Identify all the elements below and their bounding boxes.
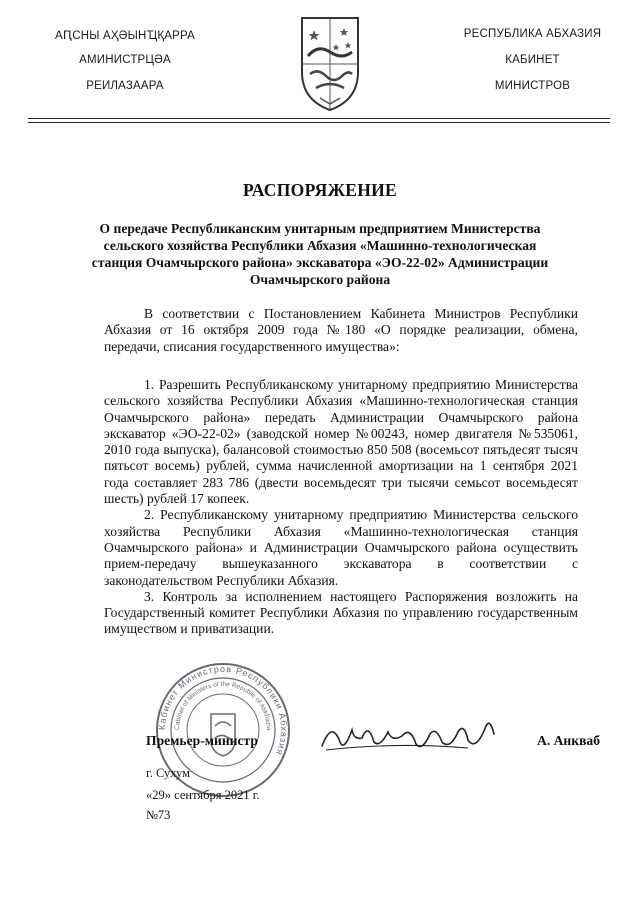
letterhead (0, 0, 640, 125)
coat-of-arms-icon (298, 14, 362, 114)
letterhead-left-line-3: РЕИЛАЗААРА (86, 80, 164, 92)
document-points (104, 377, 578, 638)
document-subject: О передаче Республиканским унитарным предприятием Министерства сельского хозяйства Республики Абхазия «Машинно-технологическая станция Очамчырского района» экскаватора «ЭО-22-02» Администрации Очамчырского района (91, 221, 549, 287)
document-preamble (104, 306, 578, 355)
signatory-name: А. Анкваб (537, 733, 601, 748)
signatory-position: Премьер-министр (146, 733, 258, 748)
point-3: 3. Контроль за исполнением настоящего Распоряжения возложить на Государственный комитет Республики Абхазия по управлению государственным имуществом и приватизации. (104, 588, 578, 637)
letterhead-right-line-3: МИНИСТРОВ (494, 80, 571, 92)
preamble-text: В соответствии с Постановлением Кабинета Министров Республики Абхазия от 16 октября 2009 года №180 «О порядке реализации, обмена, передачи, списания государственного имущества»: (104, 306, 578, 354)
point-1: 1. Разрешить Республиканскому унитарному предприятию Министерства сельского хозяйства Республики Абхазия «Машинно-технологическая станция Очамчырского района» передать Администрации Очамчырского района экскаватор «ЭО-22-02» (заводской номер №00243, номер двигателя №535061, 2010 года выпуска), балансовой стоимостью 850 508 (восемьсот пятьдесят тысяч пятьсот восемь) рублей, сумма начисленной амортизации на 1 сентября 2021 года составляет 283 786 (двести восемьдесят три тысячи семьсот восемьдесят шесть) рублей 17 копеек. (104, 377, 578, 507)
letterhead-left-line-1: АԤСНЫ АҲӘЫНҴҚАРРА (55, 30, 195, 42)
header-divider (28, 118, 610, 119)
point-2: 2. Республиканскому унитарному предприятию Министерства сельского хозяйства Республики Абхазия «Машинно-технологическая станция Очамчырского района» и Администрации Очамчырского района осуществить прием-передачу вышеуказанного экскаватора в соответствии с законодательством Республики Абхазия. (104, 507, 578, 588)
letterhead-left-line-2: АМИНИСТРЦӘА (79, 54, 171, 66)
header-divider-thin (28, 122, 610, 123)
letterhead-right-line-1: РЕСПУБЛИКА АБХАЗИЯ (463, 28, 602, 40)
document-title: РАСПОРЯЖЕНИЕ (242, 180, 397, 200)
handwritten-signature (318, 712, 528, 760)
document-date: «29» сентября 2021 г. (146, 788, 260, 802)
stamp-outer-text: Кабинет Министров Республики Абхазия (156, 663, 290, 758)
svg-text:Cabinet of Ministers of the Re (174, 681, 272, 731)
document-number: №73 (146, 808, 171, 822)
document-place: г. Сухум (146, 766, 191, 780)
letterhead-right-line-2: КАБИНЕТ (505, 54, 560, 66)
stamp-inner-text: Cabinet of Ministers of the Republic of Abkhazia (173, 680, 273, 731)
